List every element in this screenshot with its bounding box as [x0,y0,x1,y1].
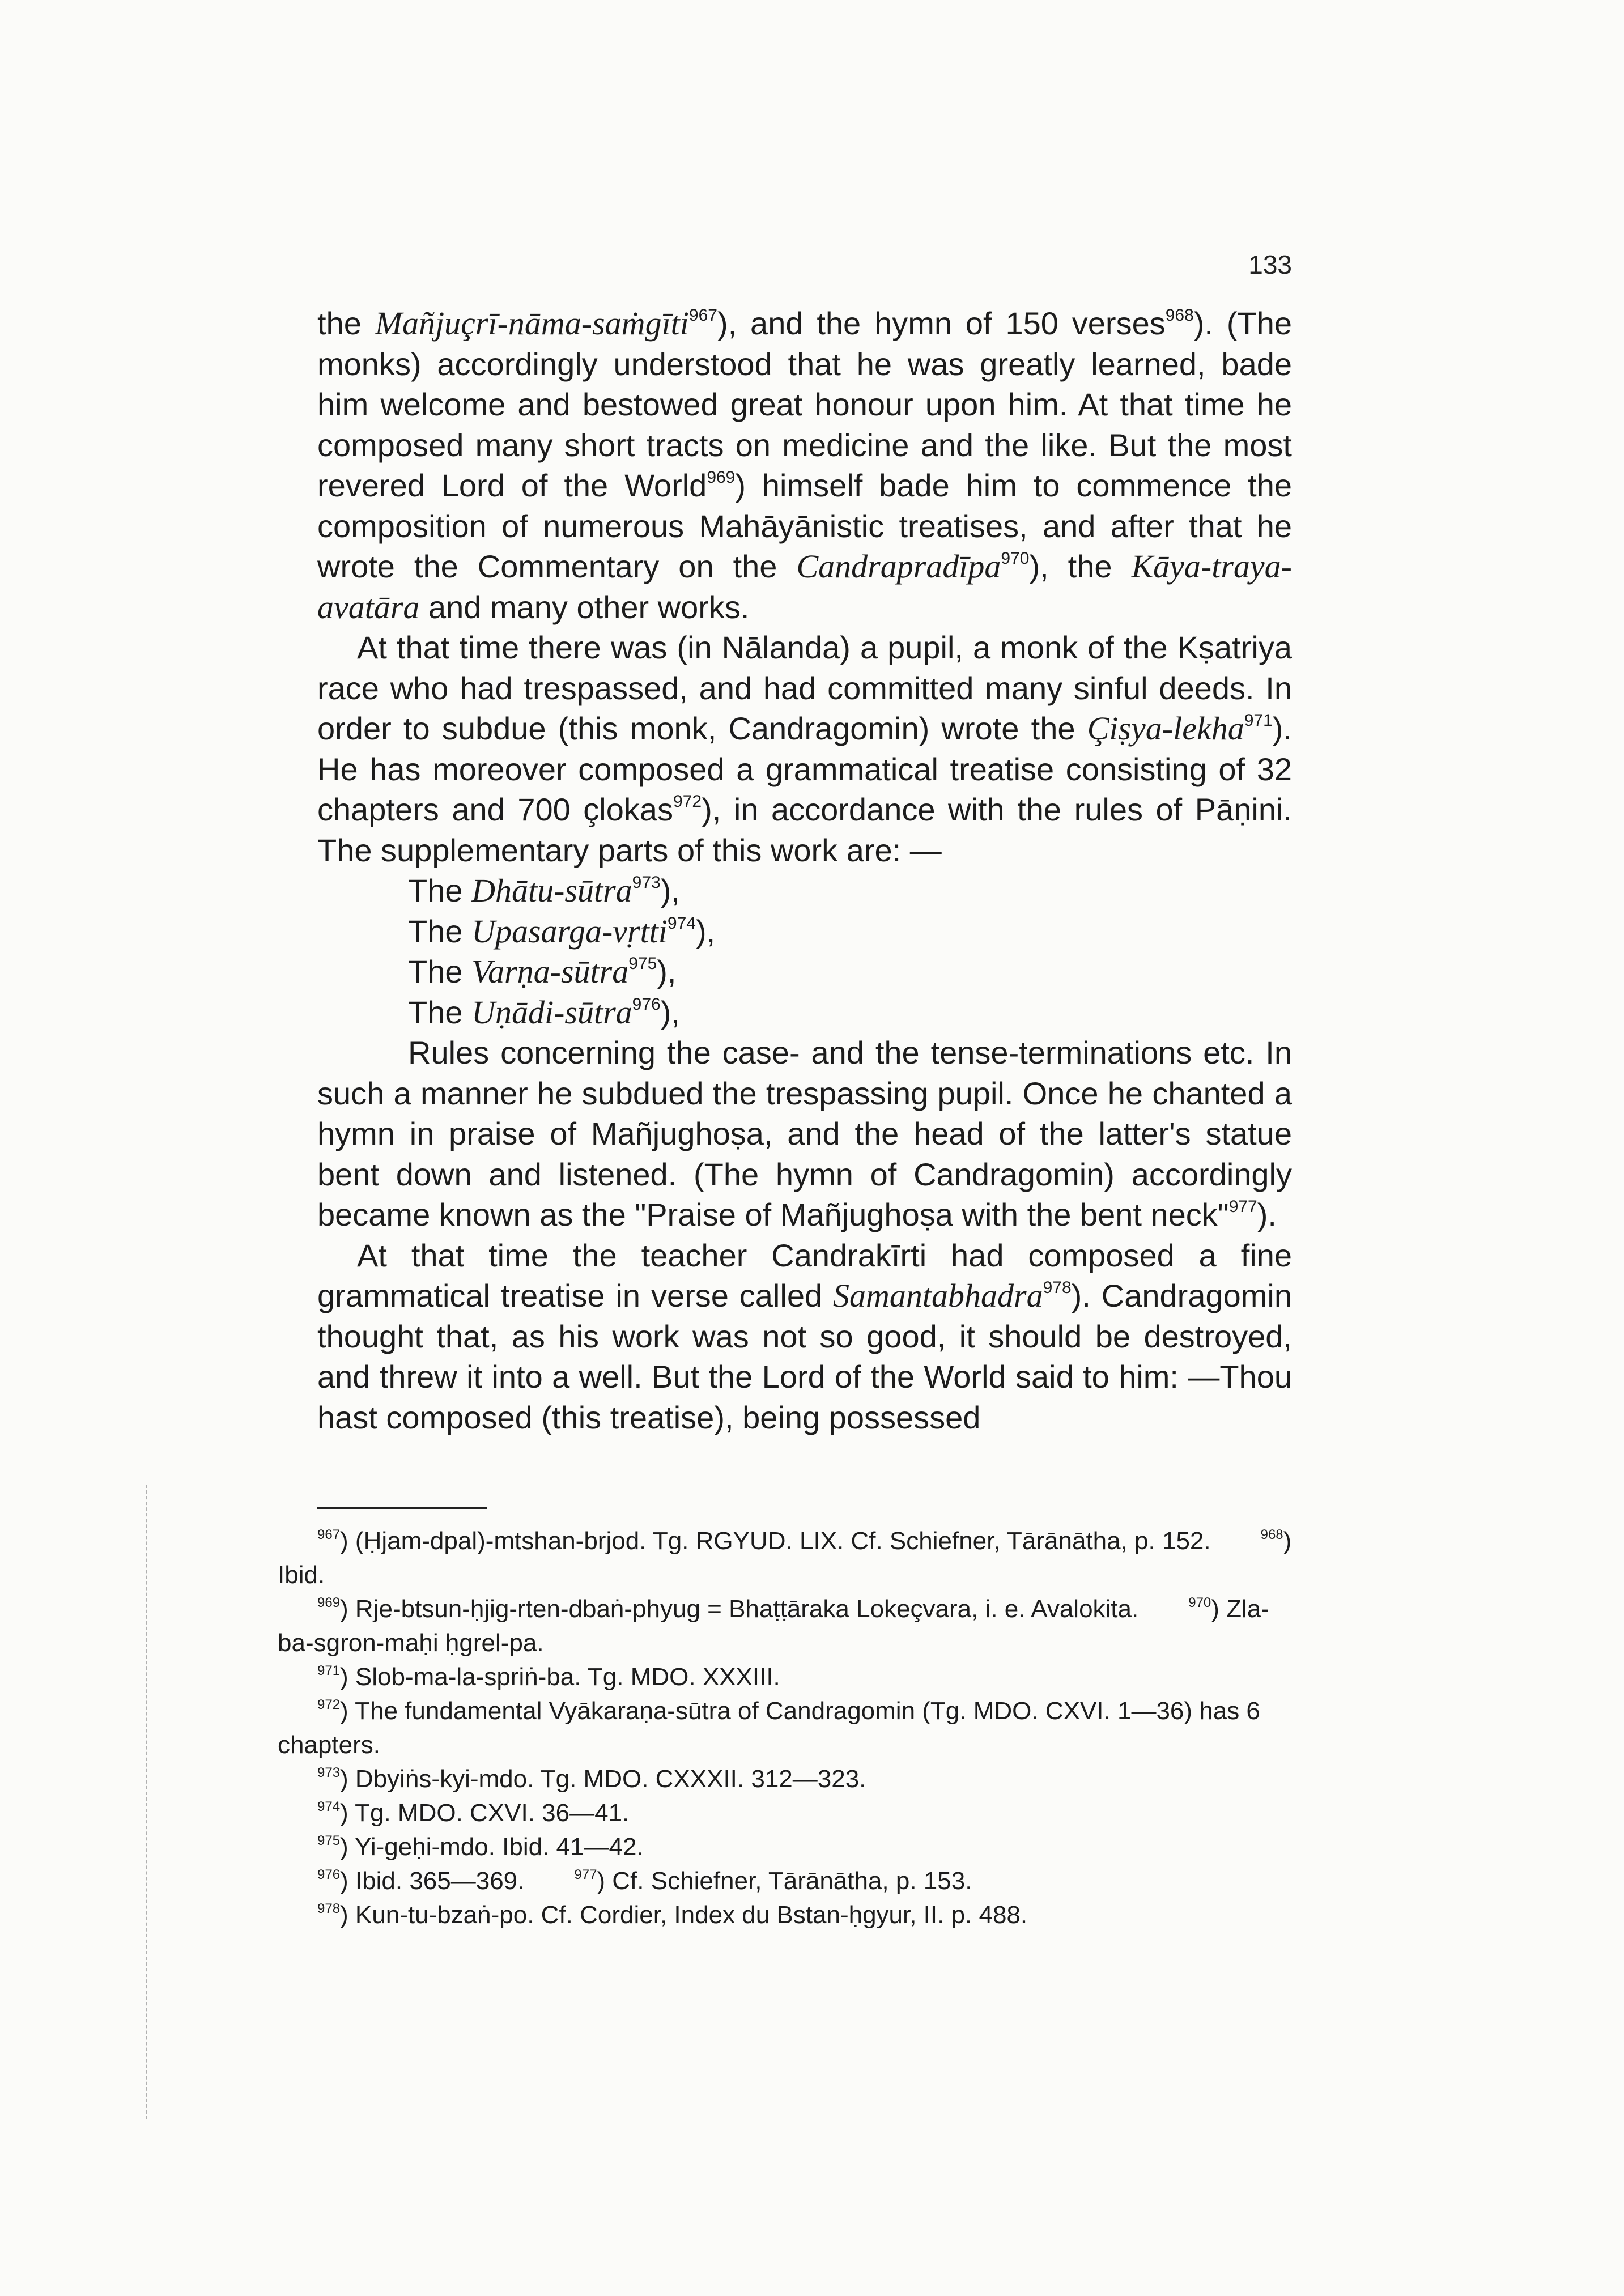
footnote-ref: 977 [1228,1197,1257,1216]
footnote-number: 969 [317,1595,341,1610]
text-span: ), in accordance with the rules of Pāṇini. The supplementary parts of this work are: — [317,792,1292,868]
work-title: Candrapradīpa [796,548,1001,585]
scan-margin-mark [146,1485,147,2119]
footnote-rule [317,1507,487,1509]
footnote-ref: 976 [632,994,661,1014]
text-span: the [317,305,375,341]
footnote-number: 974 [317,1799,341,1814]
paragraph-4 [317,1235,1292,1438]
footnote-number: 976 [317,1867,341,1882]
footnote-ref: 978 [1043,1278,1072,1297]
footnote-number: 968 [1260,1527,1283,1542]
text-span: ) himself bade him to commence the composition of numerous Mahāyānistic treatises, and after that he wrote the Commentary on the [317,467,1292,584]
footnote [278,1660,1292,1694]
footnote-number: 977 [574,1867,597,1882]
footnote-text: ) Cf. Schiefner, Tārānātha, p. 153. [597,1867,972,1895]
footnote-ref: 970 [1001,549,1030,568]
footnote-text: ) (Ḥjam-dpal)-mtshan-brjod. Tg. RGYUD. LIX. Cf. Schiefner, Tārānātha, p. 152. [340,1527,1211,1555]
footnote-ref: 971 [1244,711,1273,730]
work-title: Uṇādi-sūtra [471,993,632,1031]
text-span: and many other works. [419,589,750,625]
footnote-text: ) Ibid. [278,1527,1292,1589]
list-item [408,992,1292,1033]
text-span: ). He has moreover composed a grammatical treatise consisting of 32 chapters and 700 çlokas [317,711,1292,827]
list-item [408,911,1292,952]
footnote [278,1592,1292,1660]
text-span: The [408,913,472,949]
footnote-text: ) Slob-ma-la-spriṅ-ba. Tg. MDO. XXXIII. [340,1663,780,1691]
text-span: The [408,954,472,989]
text-span: The [408,994,472,1030]
footnote-number: 973 [317,1765,341,1780]
paragraph-1 [317,303,1292,627]
footnote-number: 971 [317,1663,341,1678]
text-span: ), [657,954,677,989]
work-title: Mañjuçrī-nāma-saṁgīti [375,305,689,342]
footnote-number: 972 [317,1697,341,1712]
footnote-text: ) The fundamental Vyākaraṇa-sūtra of Candragomin (Tg. MDO. CXVI. 1—36) has 6 chapters. [278,1697,1260,1759]
body-text [317,303,1292,1438]
footnote-ref: 973 [632,873,661,892]
text-span: Rules concerning the case- and the tense-terminations etc. In such a manner he subdued the trespassing pupil. Once he chanted a hymn in praise of Mañjughoṣa, and the head of the latter's statue bent down and listened. (The hymn of Candragomin) accordingly became known as the "Praise of Mañjughoṣa with the bent neck" [317,1035,1292,1232]
text-span: ). [1257,1197,1277,1232]
footnote-ref: 972 [673,792,702,811]
text-span: ). Candragomin thought that, as his work was not so good, it should be destroyed, and threw it into a well. But the Lord of the World said to him: —Thou hast composed (this treatise), being possessed [317,1278,1292,1435]
footnote [278,1694,1292,1762]
paragraph-3 [317,1032,1292,1235]
footnote-ref: 975 [628,954,657,973]
footnote [278,1762,1292,1796]
work-title: Çiṣya-lekha [1087,710,1244,747]
footnote-text: ) Dbyiṅs-kyi-mdo. Tg. MDO. CXXXII. 312—323. [340,1765,866,1793]
footnote [278,1524,1292,1592]
footnote-text: ) Rje-btsun-ḥjig-rten-dbaṅ-phyug = Bhaṭṭāraka Lokeçvara, i. e. Avalokita. [340,1595,1139,1623]
work-title: Upasarga-vṛtti [471,912,668,950]
text-span: ), [660,994,680,1030]
text-span: At that time there was (in Nālanda) a pupil, a monk of the Kṣatriya race who had trespassed, and had committed many sinful deeds. In order to subdue (this monk, Candragomin) wrote the [317,630,1292,746]
footnote-ref: 967 [688,306,717,325]
footnotes [278,1524,1292,1932]
work-title: Kāya-traya-avatāra [317,548,1292,626]
footnote-text: ) Yi-geḥi-mdo. Ibid. 41—42. [340,1833,644,1861]
supplement-list [317,870,1292,1032]
work-title: Samantabhadra [833,1277,1043,1314]
text-span: ), the [1029,549,1132,584]
footnote-number: 978 [317,1901,341,1916]
footnote [278,1898,1292,1932]
footnote-number: 967 [317,1527,341,1542]
text-span: ), and the hymn of 150 verses [717,305,1166,341]
paragraph-2 [317,627,1292,870]
footnote-text: ) Ibid. 365—369. [340,1867,525,1895]
footnote-ref: 974 [667,913,696,933]
page-number: 133 [1248,250,1292,279]
text-span: ), [695,913,716,949]
text-span: ), [660,873,680,908]
footnote [278,1830,1292,1864]
footnote-text: ) Zla-ba-sgron-maḥi ḥgrel-pa. [278,1595,1269,1657]
text-span: The [408,873,472,908]
footnote-ref: 968 [1165,306,1194,325]
footnote-number: 975 [317,1833,341,1848]
work-title: Varṇa-sūtra [471,953,629,990]
text-span: At that time the teacher Candrakīrti had composed a fine grammatical treatise in verse called [317,1237,1292,1313]
footnote [278,1864,1292,1898]
list-item [408,951,1292,992]
footnote [278,1796,1292,1830]
text-span: ). (The monks) accordingly understood that he was greatly learned, bade him welcome and bestowed great honour upon him. At that time he composed many short tracts on medicine and the like. But the most revered Lord of the World [317,305,1293,503]
footnote-text: ) Tg. MDO. CXVI. 36—41. [340,1799,630,1827]
list-item [408,870,1292,911]
work-title: Dhātu-sūtra [471,872,632,909]
footnote-number: 970 [1188,1595,1211,1610]
footnote-ref: 969 [707,468,736,487]
footnote-text: ) Kun-tu-bzaṅ-po. Cf. Cordier, Index du Bstan-ḥgyur, II. p. 488. [340,1901,1028,1929]
